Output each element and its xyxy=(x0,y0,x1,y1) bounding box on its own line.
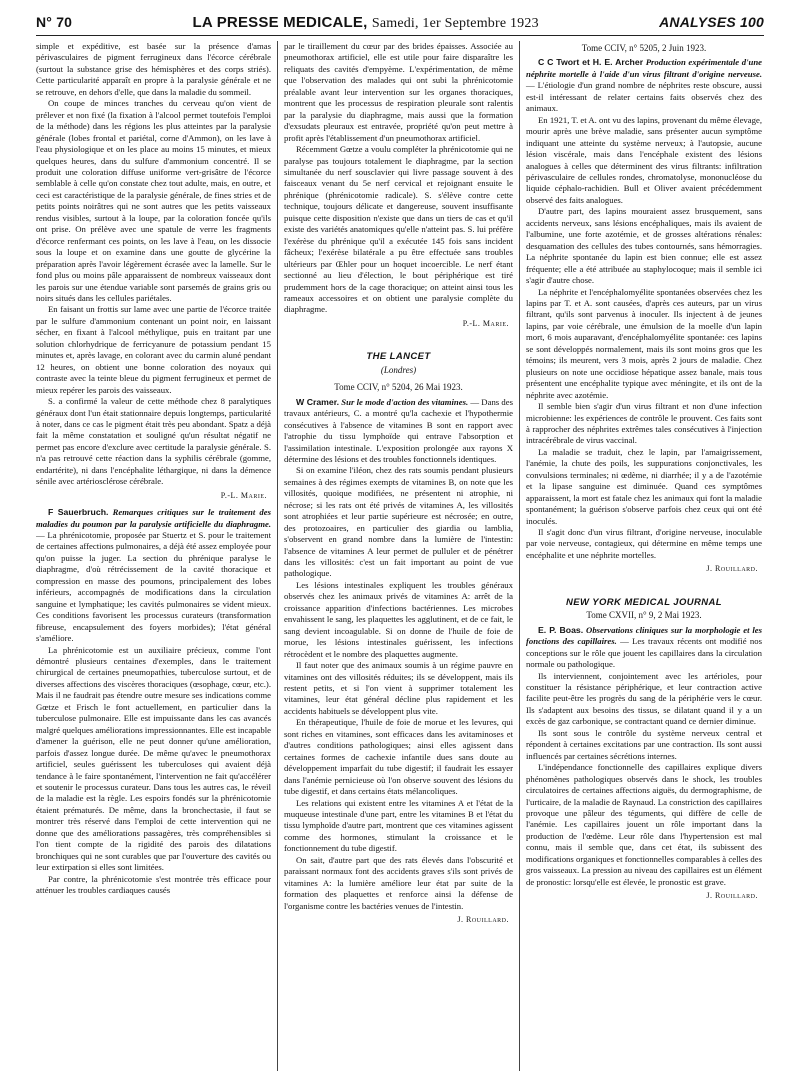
paragraph: D'autre part, des lapins mouraient assez brusquement, sans accidents nerveux, sans lésions encéphaliques, mais ils avaient de l'albumine, une forte azotémie, et de grosses altérations rénales: desquamation des cellules des tubes contournés, sans hémorragies. La néphrite spontanée du lapin est bien connue; elle est assez fréquente; elle a été attribuée au staphylocoque; mais il semble ici s'agir d'autre chose. xyxy=(526,206,762,286)
signature: J. Rouillard. xyxy=(706,564,758,574)
article-cramer xyxy=(284,397,513,466)
paragraph: En thérapeutique, l'huile de foie de morue et les levures, qui sont riches en vitamines, sont efficaces dans les avitaminoses et d'autres conditions pathologiques; ainsi elles agissent dans certaines formes de cachexie infantile dues sans doute au développement imparfait du tube digestif; il faudrait les essayer dans l'anémie pernicieuse où l'on observe souvent des lésions du tube digestif, et dans certains états mélancoliques. xyxy=(284,717,513,797)
article-title: Remarques critiques sur le traitement des maladies du poumon par la paralysie artificielle du diaphragme. xyxy=(36,507,271,529)
paragraph: simple et expéditive, est basée sur la présence d'amas périvasculaires de pigment ferrugineux dans l'écorce cérébrale (surtout la substance grise des hémisphères et des corps striés). Cette particularité apparaît en propre à la paralysie générale et ne se retrouve, en dehors d'elle, que dans la maladie du sommeil. xyxy=(36,41,271,97)
page-header xyxy=(36,14,764,32)
article-text: — Les travaux récents ont modifié nos conceptions sur le rôle que jouent les capillaires dans la circulation normale ou pathologique. xyxy=(526,636,762,670)
article-text: — La phrénicotomie, proposée par Stuertz et S. pour le traitement de certaines affections pulmonaires, a déjà été assez employée pour qu'on puisse la juger. La section du phrénique paralyse le diaphragme, d'où rétrécissement de la cavité thoracique et compression en masse des poumons, principalement des lobes inférieurs, accompagnés de modifications dans la circulation sanguine et lymphatique; les cavités pulmonaires se vident mieux. Ces conditions favorisent les processus curateurs (transformation fibreuse, encapsulement des foyers morbides); l'état général s'améliore. xyxy=(36,530,271,644)
column-left xyxy=(36,41,278,1071)
paragraph: On sait, d'autre part que des rats élevés dans l'obscurité et paraissant normaux font des accidents graves s'ils sont privés de vitamines A: la lumière améliore leur état par suite de la formation des plaquettes et renforce ainsi la défense de l'organisme contre les bactéries venues de l'intestin. xyxy=(284,854,513,911)
journal-heading: THE LANCET xyxy=(366,351,431,363)
article-title: Production expérimentale d'une néphrite mortelle à l'aide d'un virus filtrant d'origine nerveuse. xyxy=(526,57,762,79)
signature: J. Rouillard. xyxy=(706,891,758,901)
paragraph: La phrénicotomie est un auxiliaire précieux, comme l'ont démontré plusieurs centaines d'exemples, dans le traitement chirurgical de certaines pneumopathies, tuberculose surtout, et de diverses affections des viscères thoraciques (œsophage, cœur, etc.). Mais il ne faudrait pas étendre outre mesure ses indications comme Gœtze et Frisch le font actuellement, en particulier dans la tuberculose pulmonaire. Elle est impuissante dans les cas avancés malgré quelques améliorations impressionnantes. Elle est incapable d'amener la guérison, elle ne peut donner qu'une amélioration, parfois d'assez longue durée. De même qu'avec le pneumothorax artificiel, seules guérissent les tuberculoses qui avaient déjà tendance à le faire spontanément, l'intervention ne fait qu'accélérer et soutenir le processus curateur. Dans tous les autres cas, le réveil de la maladie est la règle. Les espoirs fondés sur la phrénicotomie étaient prématurés. De même, dans la bronchectasie, il faut se montrer très réservé dans l'emploi de cette intervention qui ne donne que des améliorations passagères, très compréhensibles si l'on tient compte de la rigidité des parois des dilatations bronchiques qui ne sont curables que par l'ouverture des cavités ou leur extirpation si elles sont limitées. xyxy=(36,644,271,873)
paragraph: Il faut noter que des animaux soumis à un régime pauvre en vitamines ont des villosités réduites; ils se développent, mais ils restent petits, et si l'on vient à supprimer totalement les vitamines, leur état général décline plus rapidement et les accidents habituels se développent plus vite. xyxy=(284,660,513,716)
paragraph: Ils sont sous le contrôle du système nerveux central et répondent à certaines excitations par une contraction. Ils sont aussi influencés par certaines sécrétions internes. xyxy=(526,727,762,761)
article-twort xyxy=(526,57,762,114)
paragraph: L'indépendance fonctionnelle des capillaires explique divers phénomènes pathologiques observés dans le shock, les troubles circulatoires de certaines affections aiguës, du dermographisme, de l'urticaire, de la maladie de Raynaud. La constriction des capillaires provoque une pâleur des téguments, qui diffère de celle de l'anémie. Les capillaires jouent un rôle important dans la production de l'œdème. Leur rôle dans l'hypertension est mal connu, mais il semble que, dans cet état, ils subissent des modifications organiques et fonctionnelles comparables à celles des gros vaisseaux. La pression au niveau des capillaires est un élément de pronostic: lorsqu'elle est élevée, le pronostic est grave. xyxy=(526,762,762,887)
paragraph: par le tiraillement du cœur par des brides épaisses. Associée au pneumothorax artificiel, elle est utile pour faire disparaître les reliquats des cavités d'empyème. L'expérimentation, de même que l'observation des malades qui ont subi la phrénicotomie préalable avant leur intervention sur les organes thoraciques, montrent que les processus de respiration pleurale sont ralentis par la paralysie du diaphragme, mais aussi que la formation d'exsudats pleuraux est entravée, propriété qu'on peut mettre à profit après l'établissement d'un pneumothorax artificiel. xyxy=(284,41,513,143)
paragraph: En faisant un frottis sur lame avec une partie de l'écorce traitée par le sulfure d'ammonium contenant un point noir, en laissant sécher, en fixant à l'alcool méthylique, puis en traitant par une solution chlorhydrique de ferricyanure de potassium pendant 15 minutes et, après lavage, en colorant avec du carmin aluné pendant 12 heures, on obtient une bonne coloration des noyaux qui contraste avec la teinte bleue du pigment ferrugineux et permet de mieux repérer les parois des vaisseaux. xyxy=(36,304,271,395)
paragraph: Les lésions intestinales expliquent les troubles généraux observés chez les animaux privés de vitamines A: arrêt de la croissance apparition d'infections bactériennes. Les microbes envahissent le sang, les plaquettes les agglutinent, et de ce fait, le sang devient incoagulable. Si on donne de l'huile de foie de morue, les lésions intestinales guérissent, les infections rétrocèdent et le nombre des plaquettes augmente. xyxy=(284,579,513,659)
paragraph: Si on examine l'iléon, chez des rats soumis pendant plusieurs semaines à des régimes exempts de vitamines B, on note que les villosités, quoique modifiées, ne présentent ni atrophie, ni nécrose; si les rats ont été privés de vitamines A, les villosités sont atrophiées et leur partie supérieure est nécrosée; en outre, des protozoaires, en particulier des giardia ou lamblia, s'observent en grand nombre dans la lumière de l'intestin: l'absence de vitamines A leur permet de pulluler et de pénétrer dans les villosités: c'est un fait important au point de vue pathologique. xyxy=(284,465,513,579)
paragraph: En 1921, T. et A. ont vu des lapins, provenant du même élevage, mourir après une brève maladie, sans présenter aucun symptôme indiquant une atteinte du système nerveux; à l'autopsie, aucune lésion viscérale, mais dans l'encéphale existent des lésions analogues à celles que déterminent des virus filtrants: infiltration périvasculaire de cellules rondes, chromatolyse, mononucléose du liquide céphalo-rachidien. Bull et Oliver avaient précédemment observé des faits analogues. xyxy=(526,114,762,205)
section-name: ANALYSES xyxy=(659,14,736,30)
paragraph: On coupe de minces tranches du cerveau qu'on vient de prélever et non fixé (la fixation à l'alcool permet toutefois l'emploi de la méthode) dans les régions les plus atteintes par la paralysie générale (lobes frontal et pariétal, corne d'Ammon), on les lave à l'eau physiologique et on les place au moins 15 minutes, et mieux quelques heures, dans du sulfure d'ammonium concentré. Il se produit une coloration diffuse uniforme vert-grisâtre de l'écorce semblable à celle qu'on constate chez tout adulte, mais, en outre, et ceci est caractéristique de la paralysie générale, de fines stries et de petits points noirâtres qui ne sont autres que les petits vaisseaux rendus visibles, surtout à la loupe, par la coloration foncée qu'ils ont prise. On prélève avec une spatule de verre les fragments d'écorce renfermant ces points, on les lave à l'eau, on les dissocie sous la loupe et on examine dans une goutte de glycérine la préparation après l'avoir légèrement écrasée avec la lamelle. Sur le fond plus ou moins pâle apparaissent de nombreux vaisseaux dont les parois sur une étendue variable sont parsemés de grains gris ou noirs situés dans les cellules pariétales. xyxy=(36,98,271,303)
paragraph: Par contre, la phrénicotomie s'est montrée très efficace pour atténuer les troubles cardiaques causés xyxy=(36,873,271,896)
paragraph: Récemment Gœtze a voulu compléter la phrénicotomie qui ne paralyse pas toujours totalement le diaphragme, par la section simultanée du nerf sousclavier qui livre passage souvent à des faisceaux venant du 5e nerf cervical et rejoignant ensuite le phrénique (phrénicotomie radicale). S. s'élève contre cette technique, toujours délicate et dangereuse, souvent insuffisante puisque cette disposition n'existe que dans un tiers de cas et qu'il existe des variétés anatomiques qu'elle n'atteint pas. S. lui préfère l'exérèse du phrénique qu'il a exécutée 145 fois sans incident fâcheux; l'exérèse bilatérale a pu être effectuée sans troubles ultérieurs par Œhler pour un hoquet incoercible. Le nerf étant sectionné au lieu d'élection, le bout périphérique est tiré prudemment hors de la cage thoracique; on atteint ainsi tous les rameaux accessoires et on obtient une paralysie complète du diaphragme. xyxy=(284,144,513,315)
page-number: N° 70 xyxy=(36,14,73,30)
issue-line: Tome CCIV, n° 5204, 26 Mai 1923. xyxy=(334,382,463,393)
signature: P.-L. Marie. xyxy=(220,490,267,500)
paragraph: La maladie se traduit, chez le lapin, par l'amaigrissement, l'anémie, la chute des poils, les suppurations conjonctivales, les convulsions terminales; ni œdème, ni diarrhée; il y a de l'azotémie et la lipase sanguine est diminuée. Quand ces symptômes apparaissent, la mort est fatale chez les animaux qui font la maladie spontanément; la guérison s'observe parfois chez ceux qui ont été inoculés. xyxy=(526,446,762,526)
journal-masthead xyxy=(193,14,539,32)
article-text: — L'étiologie d'un grand nombre de néphrites reste obscure, aussi est-il intéressant de relater certains faits observés chez des animaux. xyxy=(526,80,762,114)
paragraph: S. a confirmé la valeur de cette méthode chez 8 paralytiques généraux dont l'un était stationnaire depuis longtemps, particularité à noter, dans ce cas le pigment était très peu abondant. Spatz a déjà fait la même constatation et souligné qu'un résultat négatif ne permet pas encore d'exclure avec certitude la paralysie générale. S. n'a pas retrouvé cette réaction dans la syphilis cérébrale (gomme, endartérite), ni dans l'encéphalite léthargique, ni dans la démence sénile avec artériosclérose cérébrale. xyxy=(36,396,271,487)
article-author: E. P. Boas. xyxy=(538,624,584,635)
paragraph: Il s'agit donc d'un virus filtrant, d'origine nerveuse, inoculable par voie nerveuse, contagieux, qui détermine en même temps une encéphalite et une néphrite mortelles. xyxy=(526,527,762,560)
article-author: W Cramer. xyxy=(296,396,340,407)
article-author: C C Twort et H. E. Archer xyxy=(538,57,644,68)
paragraph: Ils interviennent, conjointement avec les artérioles, pour constituer la résistance périphérique, et leur contraction active facilite peut-être les progrès du sang de la périphérie vers le cœur. Ils s'adaptent aux besoins des tissus, se dilatant quand il y a un excès de gaz carbonique, se contractant quand ce dernier diminue. xyxy=(526,670,762,727)
paragraph: La néphrite et l'encéphalomyélite spontanées observées chez les lapins par T. et A. sont causées, d'après ces auteurs, par un virus filtrant, qu'ils sont parvenus à inoculer. Ils injectent à de jeunes lapins, par voie cérébrale, une émulsion de la moelle d'un lapin mort, 6 mois auparavant, d'encéphalomyélite spontanée: ces lapins se sont développés normalement, mais ils sont moins gros que les témoins; ils meurent, vers 3 mois, après 2 jours de maladie. Chez plusieurs on note une occidiose hépatique assez banale, mais tous présentent une encéphalite typique avec méningite, et ils ont de la néphrite avec azotémie. xyxy=(526,286,762,400)
issue-date: Samedi, 1er Septembre 1923 xyxy=(371,16,539,31)
article-title: Sur le mode d'action des vitamines. xyxy=(341,396,469,407)
article-title: Observations cliniques sur la morphologie et les fonctions des capillaires. xyxy=(526,624,762,647)
journal-name: LA PRESSE MEDICALE, xyxy=(192,14,368,31)
signature: P.-L. Marie. xyxy=(462,318,509,328)
issue-line: Tome CCIV, n° 5205, 2 Juin 1923. xyxy=(581,43,707,53)
paragraph: Les relations qui existent entre les vitamines A et l'état de la muqueuse intestinale d'une part, entre les vitamines B et l'état du tissu lymphoïde d'autre part, montrent que ces vitamines agissent comme des hormones, stimulant la croissance et le fonctionnement du tube digestif. xyxy=(284,797,513,854)
article-boas xyxy=(526,625,762,671)
text-columns xyxy=(36,41,764,1071)
section-page: 100 xyxy=(740,14,764,30)
article-sauerbruch xyxy=(36,507,271,644)
paragraph: Il semble bien s'agir d'un virus filtrant et non d'une infection microbienne: les expériences de contrôle le prouvent. Ces faits sont à rapprocher des néphrites extrêmes tales consécutives à l'injection intracérébrale de virus vaccinal. xyxy=(526,401,762,446)
issue-line: Tome CXVII, n° 9, 2 Mai 1923. xyxy=(586,610,702,621)
section-label xyxy=(659,14,764,30)
signature: J. Rouillard. xyxy=(457,915,509,925)
article-author: F Sauerbruch. xyxy=(48,507,109,518)
column-middle xyxy=(278,41,520,1071)
column-right xyxy=(520,41,762,1071)
journal-city: (Londres) xyxy=(380,364,417,375)
article-text: — Dans des travaux antérieurs, C. a montré qu'la cachexie et l'hypothermie consécutives à l'absence de vitamines B sont en rapport avec l'atrophie du tissu lymphoïde qui entrave l'absorption et l'assimilation intestinale. L'exposition prolongée aux rayons X détermine des lésions et des troubles fonctionnels identiques. xyxy=(284,396,513,464)
journal-heading: NEW YORK MEDICAL JOURNAL xyxy=(566,596,722,608)
header-rule xyxy=(36,35,764,36)
